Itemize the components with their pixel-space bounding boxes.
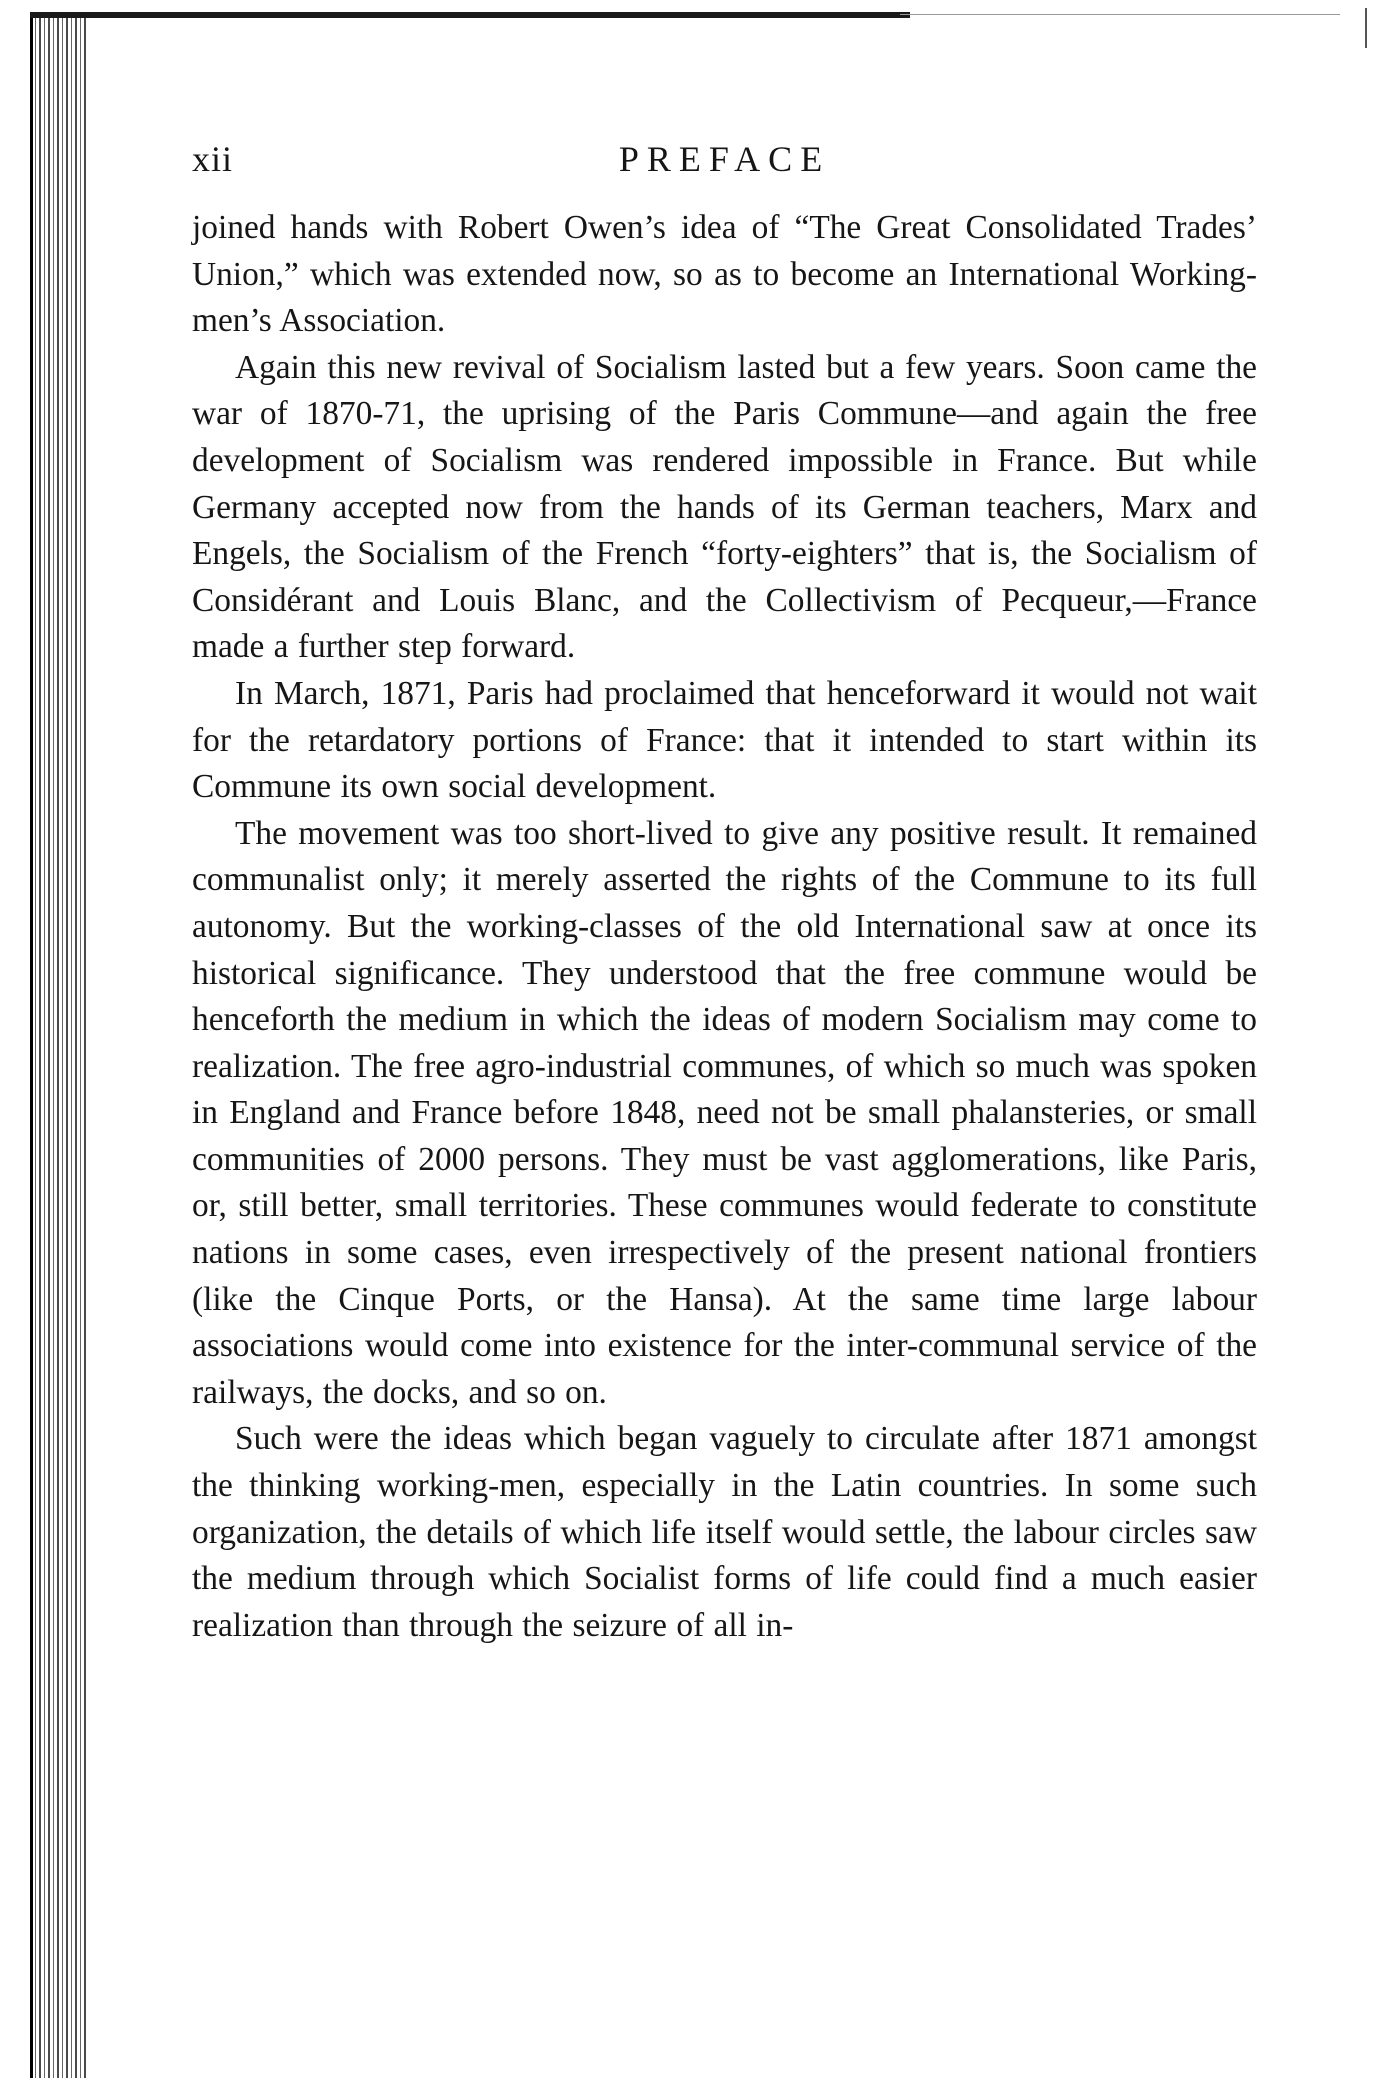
paragraph-5: Such were the ideas which began vaguely to circulate after 1871 amongst the thinking working-men, especially in the Latin countries. In some such organization, the details of which life itself would settle, the labour circles saw the medium through which Socialist forms of life could find a much easier realization than through the seizure of all in-	[192, 1420, 1257, 1644]
page-top-edge-thin	[900, 14, 1340, 15]
running-head	[192, 138, 1257, 188]
page-margin	[0, 0, 30, 2078]
body-text	[192, 205, 1257, 1649]
binding-shadow	[30, 12, 33, 2078]
page-top-edge	[30, 12, 910, 18]
scan-corner-mark	[1365, 8, 1367, 48]
paragraph-2: Again this new revival of Socialism lasted but a few years. Soon came the war of 1870-71, the uprising of the Paris Commune—and again the free development of Socialism was rendered impossible in France. But while Germany accepted now from the hands of its German teachers, Marx and Engels, the Socialism of the French “forty-eighters” that is, the Socialism of Considérant and Louis Blanc, and the Collectivism of Pecqueur,—France made a further step forward.	[192, 348, 1257, 666]
paragraph-3: In March, 1871, Paris had proclaimed that henceforward it would not wait for the retardatory portions of France: that it intended to start within its Commune its own social development.	[192, 674, 1257, 806]
paragraph-1: joined hands with Robert Owen’s idea of “The Great Consolidated Trades’ Union,” which was extended now, so as to become an International Working-men’s Association.	[192, 209, 1257, 340]
page-number: xii	[192, 139, 234, 179]
paragraph-4: The movement was too short-lived to give any positive result. It remained communalist only; it merely asserted the rights of the Commune to its full autonomy. But the working-classes of the old International saw at once its historical significance. They understood that the free commune would be henceforth the medium in which the ideas of modern Socialism may come to realization. The free agro-industrial communes, of which so much was spoken in England and France before 1848, need not be small phalansteries, or small communities of 2000 persons. They must be vast agglomerations, like Paris, or, still better, small territories. These communes would federate to constitute nations in some cases, even irrespectively of the present national frontiers (like the Cinque Ports, or the Hansa). At the same time large labour associations would come into existence for the inter-communal service of the railways, the docks, and so on.	[192, 814, 1257, 1411]
page-title: PREFACE	[618, 139, 831, 179]
book-binding-edge	[30, 12, 86, 2078]
